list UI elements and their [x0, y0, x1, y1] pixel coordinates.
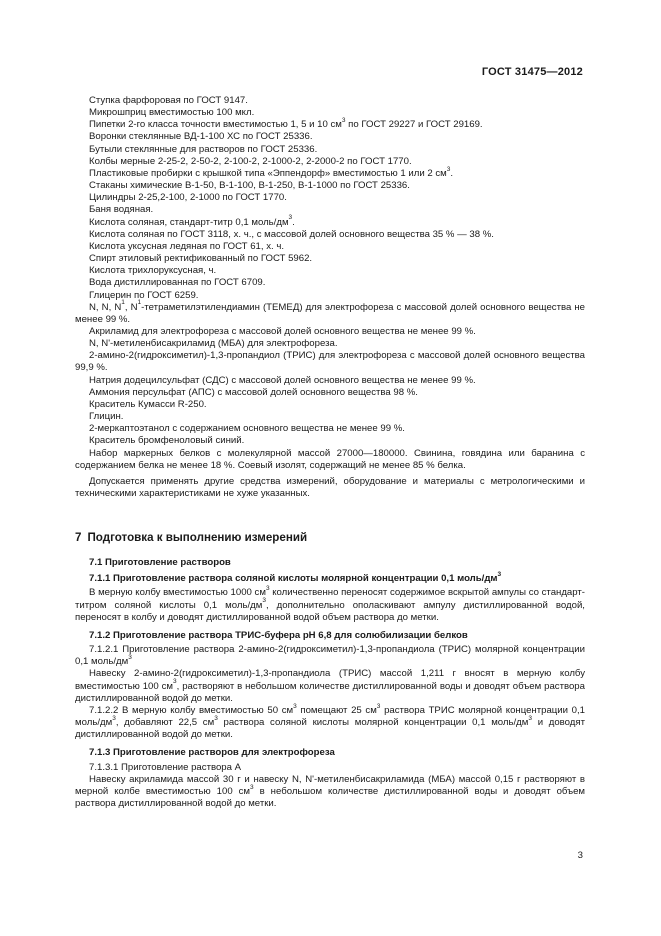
material-item: Кислота уксусная ледяная по ГОСТ 61, х. ч. — [89, 240, 284, 252]
superscript: 3 — [214, 714, 218, 722]
material-item: Набор маркерных белков с молекулярной массой 27000—180000. Свинина, говядина или баранина с содержанием белка не менее 18 %. Соевый изолят, содержащий не менее 85 % белка. — [75, 447, 585, 471]
superscript: 3 — [446, 165, 451, 173]
subsection-7-1-2-heading: 7.1.2 Приготовление раствора ТРИС-буфера pH 6,8 для солюбилизации белков — [89, 629, 468, 641]
superscript: 3 — [173, 678, 177, 686]
superscript: 3 — [112, 714, 116, 722]
subsection-7-1-1-heading: 7.1.1 Приготовление раствора соляной кислоты молярной концентрации 0,1 моль/$дм^3$ — [89, 571, 502, 585]
superscript: 3 — [288, 214, 293, 222]
superscript: 3 — [293, 702, 297, 710]
superscript: 3 — [128, 654, 132, 662]
material-item: 2-амино-2(гидроксиметил)-1,3-пропандиол (ТРИС) для электрофореза с массовой долей основного вещества 99,9 %. — [75, 350, 585, 374]
material-item: Воронки стеклянные ВД-1-100 ХС по ГОСТ 25336. — [89, 131, 313, 143]
section-number: 7 — [75, 531, 82, 545]
subsection-7-1-2-2-text: 7.1.2.2 В мерную колбу вместимостью 50 $см^3$ помещают 25 $см^3$ раствора ТРИС молярной концентрации 0,1 моль/$дм^3$, добавляют 22,5 $см^3$ раствора соляной кислоты молярной концентрации 0,1 моль/$дм^3$ и доводят дистиллированной водой до метки. — [75, 702, 585, 741]
material-item: Стаканы химические В-1-50, В-1-100, В-1-250, В-1-1000 по ГОСТ 25336. — [89, 180, 410, 192]
subsection-7-1-3-heading: 7.1.3 Приготовление растворов для электрофореза — [89, 747, 335, 759]
section-title: Подготовка к выполнению измерений — [87, 531, 308, 545]
superscript: 3 — [376, 702, 381, 710]
subsection-7-1-3-1-text: 7.1.3.1 Приготовление раствора А — [89, 761, 242, 773]
material-item: Кислота соляная, стандарт-титр 0,1 моль/$дм^3$. — [89, 214, 295, 228]
superscript: 3 — [341, 117, 346, 125]
superscript: 3 — [528, 714, 533, 722]
material-item: Микрошприц вместимостью 100 мкл. — [89, 107, 255, 119]
superscript: 3 — [497, 571, 502, 579]
subsection-7-1-heading: 7.1 Приготовление растворов — [89, 557, 231, 569]
material-item: Пластиковые пробирки с крышкой типа «Эппендорф» вместимостью 1 или 2 $см^3$. — [89, 165, 454, 179]
section-7-heading — [75, 531, 585, 545]
material-item: Кислота трихлоруксусная, ч. — [89, 265, 217, 277]
materials-list — [75, 95, 585, 500]
subsection-7-1-2-1-text: 7.1.2.1 Приготовление раствора 2-амино-2(гидроксиметил)-1,3-пропандиола (ТРИС) молярной концентрации 0,1 моль/$дм^3$ — [75, 644, 585, 668]
material-item: Краситель Кумасси R-250. — [89, 398, 207, 410]
subsection-7-1-3-1-text-2: Навеску акриламида массой 30 г и навеску N, N'-метиленбисакриламида (МБА) массой 0,15 г растворяют в мерной колбе вместимостью 100 $см^3$ в небольшом количестве дистиллированной воды и доводят объем раствора дистиллированной водой до метки. — [75, 773, 586, 809]
material-item: N, N'-метиленбисакриламид (МБА) для электрофореза. — [89, 338, 338, 350]
superscript: 3 — [265, 585, 270, 593]
subsection-7-1-1-text: В мерную колбу вместимостью 1000 $см^3$ количественно переносят содержимое вскрытой ампулы со стандарт-титром соляной кислоты 0,1 моль/$дм^3$, дополнительно ополаскивают ампулу дистиллированной водой, переносят в колбу и доводят дистиллированной водой объем раствора до метки. — [75, 585, 585, 623]
material-item: Акриламид для электрофореза с массовой долей основного вещества не менее 99 %. — [89, 325, 476, 337]
material-item: Баня водяная. — [89, 204, 154, 216]
material-item: N, N, $N^1$, $N^1$-тетраметилэтилендиамин (ТЕМЕД) для электрофореза с массовой долей основного вещества не менее 99 %. — [75, 299, 586, 325]
material-item: Глицин. — [89, 411, 124, 423]
material-item: Пипетки 2-го класса точности вместимостью 1, 5 и 10 $см^3$ по ГОСТ 29227 и ГОСТ 29169. — [89, 117, 483, 131]
document-header: ГОСТ 31475—2012 — [481, 66, 583, 78]
material-item: Ступка фарфоровая по ГОСТ 9147. — [89, 95, 248, 106]
superscript: 3 — [250, 783, 254, 791]
material-item: Допускается применять другие средства измерений, оборудование и материалы с метрологическими и техническими характеристиками не хуже указанных. — [75, 475, 585, 499]
material-item: Бутыли стеклянные для растворов по ГОСТ 25336. — [89, 143, 318, 155]
material-item: Аммония персульфат (АПС) с массовой долей основного вещества 98 %. — [89, 386, 418, 398]
subsection-7-1-2-1-text-2: Навеску 2-амино-2(гидроксиметил)-1,3-пропандиола (ТРИС) массой 1,211 г вносят в мерную колбу вместимостью 100 $см^3$, растворяют в небольшом количестве дистиллированной воды и доводят объем раствора дистиллированной водой до метки. — [75, 668, 585, 704]
material-item: Колбы мерные 2-25-2, 2-50-2, 2-100-2, 2-1000-2, 2-2000-2 по ГОСТ 1770. — [89, 155, 412, 167]
superscript: 3 — [262, 597, 266, 605]
document-body — [75, 95, 585, 810]
material-item: Спирт этиловый ректификованный по ГОСТ 5962. — [89, 253, 313, 265]
page-number: 3 — [577, 850, 583, 861]
material-item: Глицерин по ГОСТ 6259. — [89, 289, 199, 301]
material-item: Вода дистиллированная по ГОСТ 6709. — [89, 277, 266, 289]
material-item: Натрия додецилсульфат (СДС) с массовой долей основного вещества не менее 99 %. — [89, 374, 476, 386]
material-item: Краситель бромфеноловый синий. — [89, 435, 245, 447]
material-item: Цилиндры 2-25,2-100, 2-1000 по ГОСТ 1770. — [89, 192, 287, 204]
superscript: 1 — [137, 299, 142, 307]
superscript: 1 — [121, 299, 125, 307]
material-item: 2-меркаптоэтанол с содержанием основного вещества не менее 99 %. — [89, 423, 405, 435]
material-item: Кислота соляная по ГОСТ 3118, х. ч., с массовой долей основного вещества 35 % — 38 %. — [89, 228, 494, 240]
